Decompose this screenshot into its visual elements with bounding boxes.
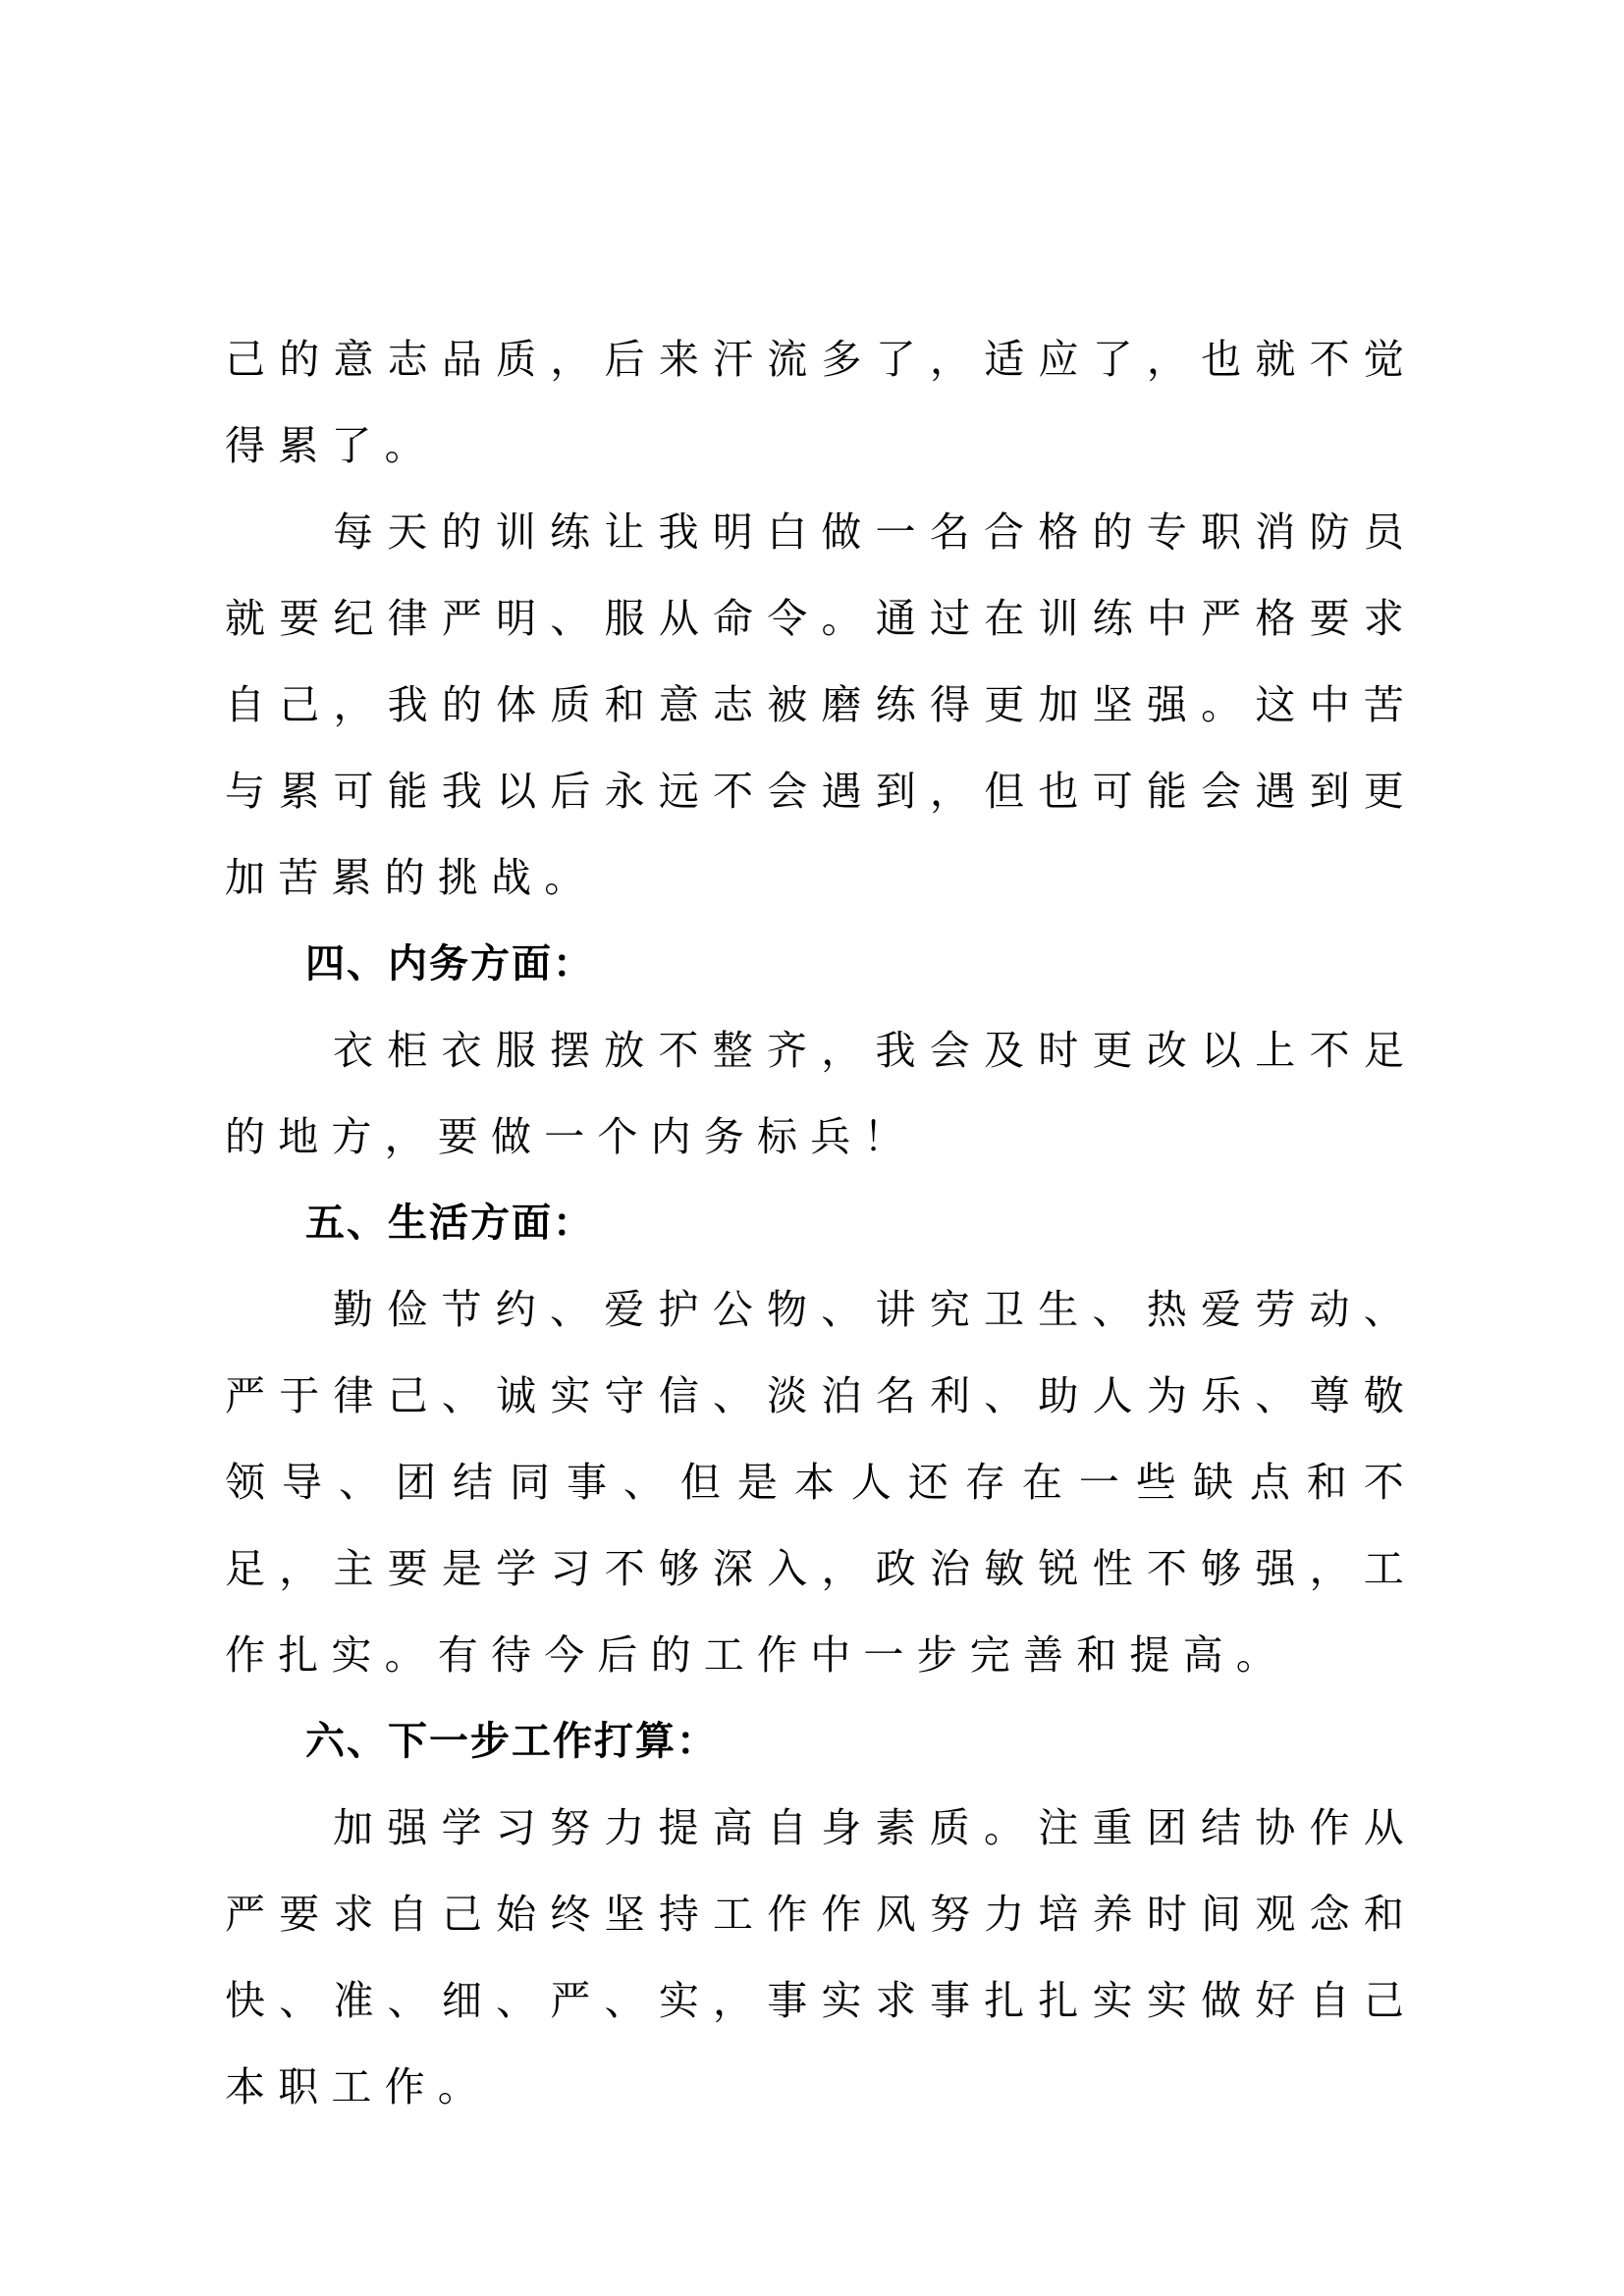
section-heading-internal-affairs: 四、内务方面： <box>305 941 594 987</box>
paragraph-internal-affairs: 衣柜衣服摆放不整齐，我会及时更改以上不足的地方，要做一个内务标兵！ <box>225 1027 1417 1160</box>
paragraph-continuation: 己的意志品质，后来汗流多了，适应了，也就不觉得累了。 <box>225 336 1417 469</box>
document-body <box>225 316 1417 2130</box>
paragraph-life: 勤俭节约、爱护公物、讲究卫生、热爱劳动、严于律己、诚实守信、淡泊名利、助人为乐、尊敬领导、团结同事、但是本人还存在一些缺点和不足，主要是学习不够深入，政治敏锐性不够强，工作扎实。有待今后的工作中一步完善和提高。 <box>225 1286 1417 1679</box>
paragraph-training-discipline: 每天的训练让我明白做一名合格的专职消防员就要纪律严明、服从命令。通过在训练中严格要求自己，我的体质和意志被磨练得更加坚强。这中苦与累可能我以后永远不会遇到，但也可能会遇到更加苦累的挑战。 <box>225 508 1417 901</box>
section-heading-life: 五、生活方面： <box>305 1201 594 1246</box>
section-heading-next-steps: 六、下一步工作打算： <box>305 1719 718 1764</box>
paragraph-next-steps: 加强学习努力提高自身素质。注重团结协作从严要求自己始终坚持工作作风努力培养时间观念和快、准、细、严、实，事实求事扎扎实实做好自己本职工作。 <box>225 1804 1417 2110</box>
